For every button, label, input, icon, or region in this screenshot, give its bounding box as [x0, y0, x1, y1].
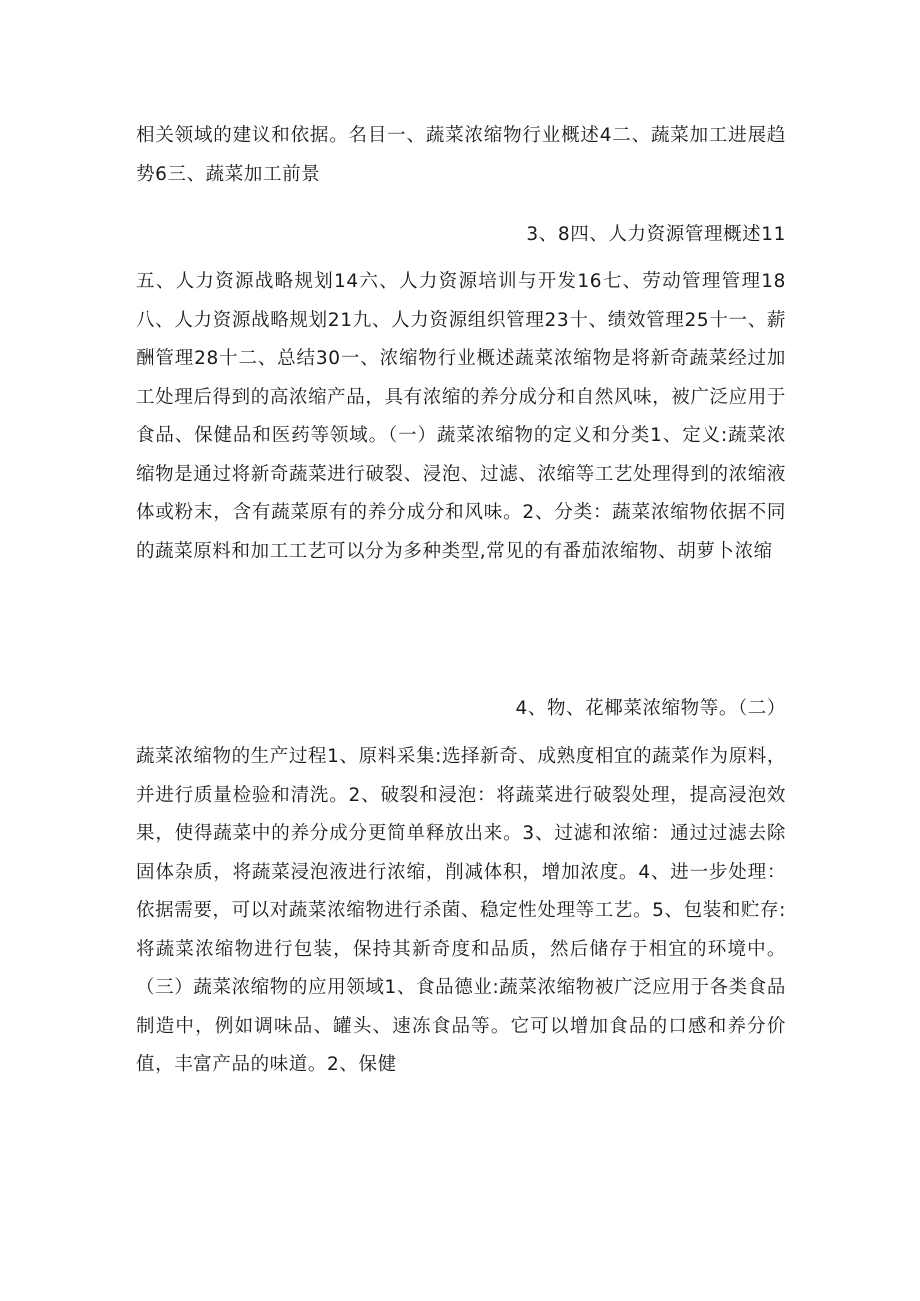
right-aligned-line-section: 4、物、花椰菜浓缩物等。（二）: [515, 698, 786, 719]
paragraph-toc-and-overview: 五、人力资源战略规划14六、人力资源培训与开发16七、劳动管理管理18八、人力资源战略规划21九、人力资源组织管理23十、绩效管理25十一、薪酬管理28十二、总结30一、浓缩物行业概述蔬菜浓缩物是将新奇蔬菜经过加工处理后得到的高浓缩产品，具有浓缩的养分成分和自然风味，被广泛应用于食品、保健品和医药等领域。（一）蔬菜浓缩物的定义和分类1、定义:蔬菜浓缩物是通过将新奇蔬菜进行破裂、浸泡、过滤、浓缩等工艺处理得到的浓缩液体或粉末，含有蔬菜原有的养分成分和风味。2、分类：蔬菜浓缩物依据不同的蔬菜原料和加工工艺可以分为多种类型,常见的有番茄浓缩物、胡萝卜浓缩: [136, 271, 786, 562]
paragraph-production-process: 蔬菜浓缩物的生产过程1、原料采集:选择新奇、成熟度相宜的蔬菜作为原料，并进行质量检验和清洗。2、破裂和浸泡：将蔬菜进行破裂处理，提高浸泡效果，使得蔬菜中的养分成分更简单释放出来。3、过滤和浓缩：通过过滤去除固体杂质，将蔬菜浸泡液进行浓缩，削减体积，增加浓度。4、进一步处理：依据需要，可以对蔬菜浓缩物进行杀菌、稳定性处理等工艺。5、包装和贮存:将蔬菜浓缩物进行包装，保持其新奇度和品质，然后储存于相宜的环境中。（三）蔬菜浓缩物的应用领域1、食品德业:蔬菜浓缩物被广泛应用于各类食品制造中，例如调味品、罐头、速冻食品等。它可以增加食品的口感和养分价值，丰富产品的味道。2、保健: [136, 746, 786, 1075]
paragraph-intro-toc: 相关领域的建议和依据。名目一、蔬菜浓缩物行业概述4二、蔬菜加工进展趋势6三、蔬菜加工前景: [136, 125, 786, 185]
right-aligned-line-toc: 3、8四、人力资源管理概述11: [526, 224, 786, 245]
